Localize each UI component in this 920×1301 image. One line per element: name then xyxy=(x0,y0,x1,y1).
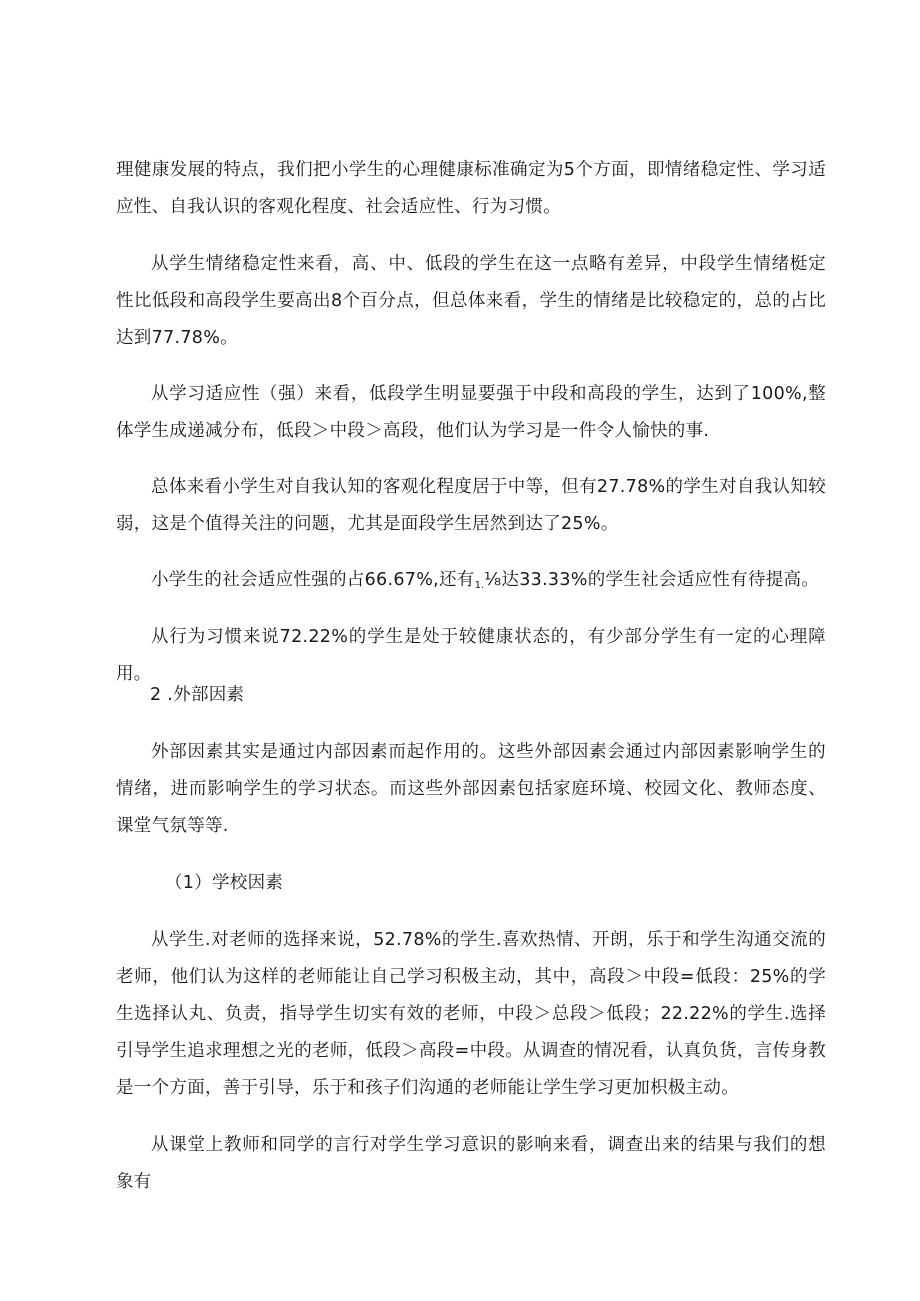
section-heading-external-factors: 2 .外部因素 xyxy=(150,685,245,705)
social-adaptability-text-end: ⅛达33.33%的学生社会适应性有待提高。 xyxy=(484,570,820,590)
paragraph-social-adaptability xyxy=(116,562,826,604)
paragraph-behavior-habits: 从行为习惯来说72.22%的学生是处于较健康状态的，有少部分学生有一定的心理障用。 xyxy=(116,627,826,684)
paragraph-teacher-preference: 从学生.对老师的选择来说，52.78%的学生.喜欢热情、开朗，乐于和学生沟通交流的老师，他们认为这样的老师能让自己学习积极主动，其中，高段＞中段=低段：25%的学生选择认丸、负责，指导学生切实有效的老师，中段＞总段＞低段；22.22%的学生.选择引导学生追求理想之光的老师，低段＞高段=中段。从调查的情况看，认真负货，言传身教是一个方面，善于引导，乐于和孩子们沟通的老师能让学生学习更加枳极主动。 xyxy=(116,930,826,1098)
subsection-heading-school-factors: （1）学校因素 xyxy=(165,873,284,893)
subscript-marker: 1. xyxy=(474,580,485,591)
paragraph-mental-health-standards: 理健康发展的特点，我们把小学生的心理健康标准确定为5个方面，即情绪稳定性、学习适应性、自我认识的客观化程度、社会适应性、行为习惯。 xyxy=(116,160,826,217)
social-adaptability-text-start: 小学生的社会适应性强的占66.67%,还有 xyxy=(151,570,475,590)
paragraph-emotional-stability: 从学生情绪稳定性来看，高、中、低段的学生在这一点略有差异，中段学生情绪梃定性比低段和高段学生要高出8个百分点，但总体来看，学生的情绪是比较稳定的，总的占比达到77.78%。 xyxy=(116,254,826,348)
paragraph-external-factors: 外部因素其实是通过内部因素而起作用的。这些外部因素会通过内部因素影响学生的情绪，进而影响学生的学习状态。而这些外部因素包括家庭环境、校园文化、教师态度、课堂气氛等等. xyxy=(116,742,826,836)
paragraph-self-awareness: 总体来看小学生对自我认知的客观化程度居于中等，但有27.78%的学生对自我认知较弱，这是个值得关注的问题，尤其是面段学生居然到达了25%。 xyxy=(116,477,826,534)
paragraph-classroom-influence: 从课堂上教师和同学的言行对学生学习意识的影响来看，调查出来的结果与我们的想象有 xyxy=(116,1135,826,1192)
paragraph-learning-adaptability: 从学习适应性（强）来看，低段学生明显要强于中段和高段的学生，达到了100%,整体学生成递减分布，低段＞中段＞高段，他们认为学习是一件令人愉快的事. xyxy=(116,384,826,441)
